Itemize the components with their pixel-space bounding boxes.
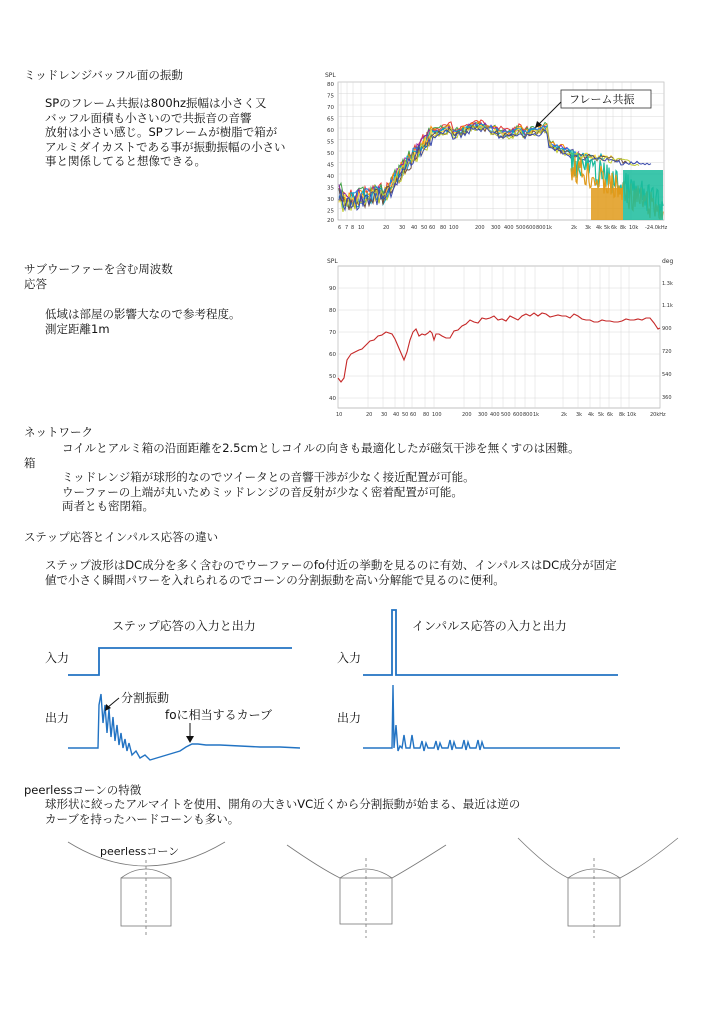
section1-heading: ミッドレンジバッフル面の振動 — [24, 68, 183, 82]
y-tick-right-label: 1.3k — [662, 281, 673, 287]
section1-line: バッフル面積も小さいので共振音の音響 — [45, 110, 252, 125]
box-line: ミッドレンジ箱が球形的なのでツイータとの音響干渉が少なく接近配置が可能。 — [62, 470, 475, 484]
step-input-wave — [68, 648, 292, 675]
x-tick-label: 10k — [627, 412, 637, 418]
x-tick-label: 50 — [421, 225, 428, 231]
section2-line: 測定距離1m — [45, 321, 110, 336]
y-ticks — [327, 82, 334, 224]
callout-frame-resonance: フレーム共振 — [569, 93, 635, 106]
section1-line: アルミダイカストである事が振動振幅の小さい — [45, 139, 286, 154]
y-tick-label: 90 — [329, 286, 336, 292]
x-tick-label: 60 — [429, 225, 436, 231]
x-tick-label: 100 — [432, 412, 442, 418]
hf-noise-band — [623, 170, 663, 220]
frequency-response-chart-midrange — [323, 70, 673, 235]
x-tick-label: 6k — [607, 412, 614, 418]
x-tick-label: 300 — [491, 225, 501, 231]
box-line: 両者とも密閉箱。 — [62, 499, 154, 513]
x-tick-label: 10 — [358, 225, 365, 231]
section1-paragraph — [45, 96, 285, 169]
y-tick-label: 75 — [327, 93, 334, 100]
x-tick-label: 500 — [501, 412, 511, 418]
box-paragraph — [62, 470, 475, 514]
annotation-fo-curve: foに相当するカーブ — [165, 708, 272, 722]
section2-paragraph — [45, 307, 241, 336]
cone-profile-diagrams — [0, 830, 724, 950]
section5-line: 球形状に絞ったアルマイトを使用、開角の大きいVC近くから分割振動が始まる、最近は逆の — [45, 797, 521, 811]
impulse-output-label: 出力 — [337, 711, 362, 725]
x-tick-label: 6 — [338, 225, 342, 231]
section1-line: SPのフレーム共振は800hz振幅は小さく又 — [45, 96, 267, 110]
y-tick-right-label: 720 — [662, 349, 672, 355]
x-tick-label: 5k — [598, 412, 605, 418]
x-tick-label: 8k — [619, 412, 626, 418]
impulse-response-diagram — [330, 605, 700, 765]
y-tick-right-label: 360 — [662, 395, 672, 401]
section4-line: 値で小さく瞬間パワーを入れられるのでコーンの分割振動を高い分解能で見るのに便利。 — [45, 572, 505, 587]
x-tick-label: 600 — [526, 225, 536, 231]
x-tick-label: 800 — [536, 225, 546, 231]
section4-line: ステップ波形はDC成分を多く含むのでウーファーのfo付近の挙動を見るのに有効、インパルスはDC成分が固定 — [45, 558, 617, 572]
y-ticks — [329, 286, 336, 402]
annotation-arrow-head — [186, 736, 194, 743]
diagram-label-peerless: peerlessコーン — [100, 845, 180, 858]
x-tick-label: 3k — [585, 225, 592, 231]
x-tick-label: 20 — [383, 225, 390, 231]
y-axis-label: SPL — [327, 258, 338, 265]
x-tick-label: 3k — [576, 412, 583, 418]
x-ticks — [338, 225, 668, 231]
y-tick-label: 80 — [327, 82, 334, 88]
x-tick-label: 8k — [620, 225, 627, 231]
x-tick-label: 300 — [478, 412, 488, 418]
x-tick-label: 7 — [345, 225, 349, 231]
annotation-split-vibration: 分割振動 — [121, 691, 170, 705]
y-tick-label: 20 — [327, 218, 334, 224]
x-tick-label: 10k — [629, 225, 639, 231]
x-tick-label: 20kHz — [650, 412, 666, 418]
network-text: コイルとアルミ箱の沿面距離を2.5cmとしコイルの向きも最適化したが磁気干渉を無くすのは困難。 — [62, 441, 580, 455]
x-tick-label: 500 — [516, 225, 526, 231]
step-output-label: 出力 — [45, 711, 70, 725]
step-output-wave — [68, 694, 300, 760]
y-tick-right-label: 900 — [662, 326, 672, 332]
section5-line: カーブを持ったハードコーンも多い。 — [45, 811, 240, 826]
y-tick-label: 80 — [329, 308, 336, 314]
x-tick-label: 2k — [561, 412, 568, 418]
x-tick-label: 50 — [402, 412, 409, 418]
section5-heading: peerlessコーンの特徴 — [24, 783, 142, 797]
y-tick-label: 65 — [327, 116, 334, 123]
step-response-diagram — [0, 605, 360, 765]
y-tick-label: 40 — [329, 396, 336, 402]
step-title: ステップ応答の入力と出力 — [112, 619, 256, 633]
y-tick-label: 35 — [327, 185, 334, 192]
network-label: ネットワーク — [24, 425, 93, 439]
cone-diagram-straight — [287, 845, 446, 938]
x-tick-label: 80 — [423, 412, 430, 418]
x-tick-label: 10 — [336, 412, 343, 418]
cone-diagram-reverse-curve — [518, 838, 678, 938]
y-tick-label: 50 — [329, 374, 336, 380]
x-tick-label: 5k — [604, 225, 611, 231]
y-tick-right-label: 540 — [662, 372, 672, 378]
section2-heading — [24, 262, 173, 291]
hf-noise-band — [591, 188, 623, 220]
x-tick-label: 2k — [571, 225, 578, 231]
step-input-label: 入力 — [45, 651, 70, 665]
y-tick-label: 60 — [327, 128, 334, 134]
x-tick-label: 600 — [513, 412, 523, 418]
impulse-output-wave — [363, 685, 620, 751]
y-tick-label: 40 — [327, 174, 334, 180]
x-tick-label: 100 — [449, 225, 459, 231]
x-tick-label: 800 — [523, 412, 533, 418]
x-tick-label: 400 — [504, 225, 514, 231]
y-tick-label: 25 — [327, 208, 334, 215]
y-axis-label: SPL — [325, 72, 336, 79]
section2-heading-line: サブウーファーを含む周波数 — [24, 262, 173, 276]
x-tick-label: 1k — [546, 225, 553, 231]
x-tick-label: 4k — [596, 225, 603, 231]
y-ticks-right — [662, 281, 673, 401]
cone-profile — [518, 838, 678, 878]
y-tick-label: 55 — [327, 139, 334, 146]
y-tick-label: 70 — [327, 105, 334, 111]
box-label: 箱 — [24, 456, 36, 470]
y-tick-label: 60 — [329, 352, 336, 358]
x-tick-label: -24.0kHz — [645, 225, 668, 231]
frequency-response-chart-full — [326, 256, 686, 421]
x-tick-label: 40 — [393, 412, 400, 418]
x-tick-label: 30 — [399, 225, 406, 231]
impulse-title: インパルス応答の入力と出力 — [412, 619, 567, 633]
y-tick-label: 70 — [329, 330, 336, 336]
section5-paragraph — [45, 797, 520, 826]
x-tick-label: 200 — [462, 412, 472, 418]
cone-profile — [287, 845, 446, 878]
x-tick-label: 80 — [440, 225, 447, 231]
y-tick-right-label: 1.1k — [662, 303, 673, 309]
x-tick-label: 40 — [411, 225, 418, 231]
y-tick-label: 45 — [327, 162, 334, 169]
box-line: ウーファーの上端が丸いためミッドレンジの音反射が少なく密着配置が可能。 — [62, 484, 463, 499]
section4-heading: ステップ応答とインパルス応答の違い — [24, 530, 219, 544]
x-tick-label: 20 — [366, 412, 373, 418]
x-tick-label: 30 — [381, 412, 388, 418]
y-tick-label: 50 — [327, 151, 334, 157]
x-tick-label: 6k — [611, 225, 618, 231]
x-tick-label: 1k — [533, 412, 540, 418]
x-tick-label: 60 — [410, 412, 417, 418]
section2-line: 低域は部屋の影響大なので参考程度。 — [45, 307, 241, 321]
x-tick-label: 200 — [475, 225, 485, 231]
section1-line: 事と関係してると想像できる。 — [45, 154, 206, 168]
y-tick-label: 30 — [327, 197, 334, 203]
section1-line: 放射は小さい感じ。SPフレームが樹脂で箱が — [45, 125, 278, 139]
plot-area — [338, 266, 660, 408]
impulse-input-label: 入力 — [337, 651, 362, 665]
section4-paragraph — [45, 558, 617, 587]
x-tick-label: 400 — [490, 412, 500, 418]
y-axis-label-right: deg — [662, 258, 674, 265]
x-tick-label: 8 — [351, 225, 355, 231]
x-tick-label: 4k — [588, 412, 595, 418]
section2-heading-line: 応答 — [24, 276, 47, 291]
x-ticks — [336, 412, 666, 418]
